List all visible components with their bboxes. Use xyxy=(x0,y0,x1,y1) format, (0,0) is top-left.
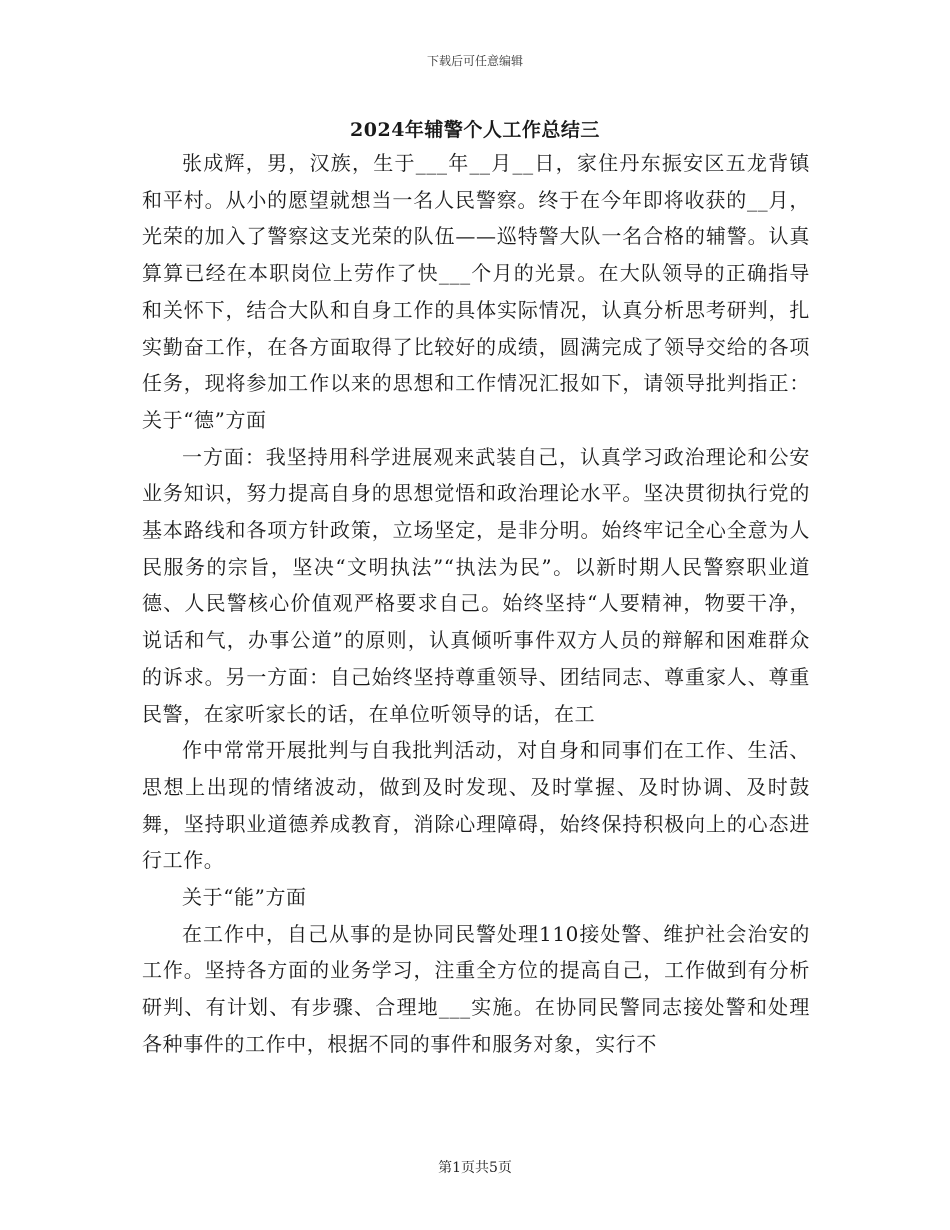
section-heading-ability: 关于“能”方面 xyxy=(182,885,307,910)
paragraph-ability: 在工作中，自己从事的是协同民警处理110接处警、维护社会治安的工作。坚持各方面的业务学习，注重全方位的提高自己，工作做到有分析研判、有计划、有步骤、合理地___实施。在协同民警同志接处警和处理各种事件的工作中，根据不同的事件和服务对象，实行不 xyxy=(142,921,810,1056)
page-footer: 第1页共5页 xyxy=(438,1160,512,1176)
paragraph-intro: 张成辉，男，汉族，生于___年__月__日，家住丹东振安区五龙背镇和平村。从小的愿望就想当一名人民警察。终于在今年即将收获的__月，光荣的加入了警察这支光荣的队伍——巡特警大队一名合格的辅警。认真算算已经在本职岗位上劳作了快___个月的光景。在大队领导的正确指导和关怀下，结合大队和自身工作的具体实际情况，认真分析思考研判，扎实勤奋工作，在各方面取得了比较好的成绩，圆满完成了领导交给的各项任务，现将参加工作以来的思想和工作情况汇报如下，请领导批判指正：关于“德”方面 xyxy=(142,151,810,432)
document-body xyxy=(142,145,810,1063)
header-note: 下载后可任意编辑 xyxy=(426,54,523,68)
paragraph-morality-cont: 作中常常开展批判与自我批判活动，对自身和同事们在工作、生活、思想上出现的情绪波动，做到及时发现、及时掌握、及时协调、及时鼓舞，坚持职业道德养成教育，消除心理障碍，始终保持积极向上的心态进行工作。 xyxy=(142,738,810,873)
document-title: 2024年辅警个人工作总结三 xyxy=(350,119,600,141)
paragraph-morality: 一方面：我坚持用科学进展观来武装自己，认真学习政治理论和公安业务知识，努力提高自身的思想觉悟和政治理论水平。坚决贯彻执行党的基本路线和各项方针政策，立场坚定，是非分明。始终牢记全心全意为人民服务的宗旨，坚决“文明执法”“执法为民”。以新时期人民警察职业道德、人民警核心价值观严格要求自己。始终坚持“人要精神，物要干净，说话和气，办事公道”的原则，认真倾听事件双方人员的辩解和困难群众的诉求。另一方面：自己始终坚持尊重领导、团结同志、尊重家人、尊重民警，在家听家长的话，在单位听领导的话，在工 xyxy=(142,444,810,726)
